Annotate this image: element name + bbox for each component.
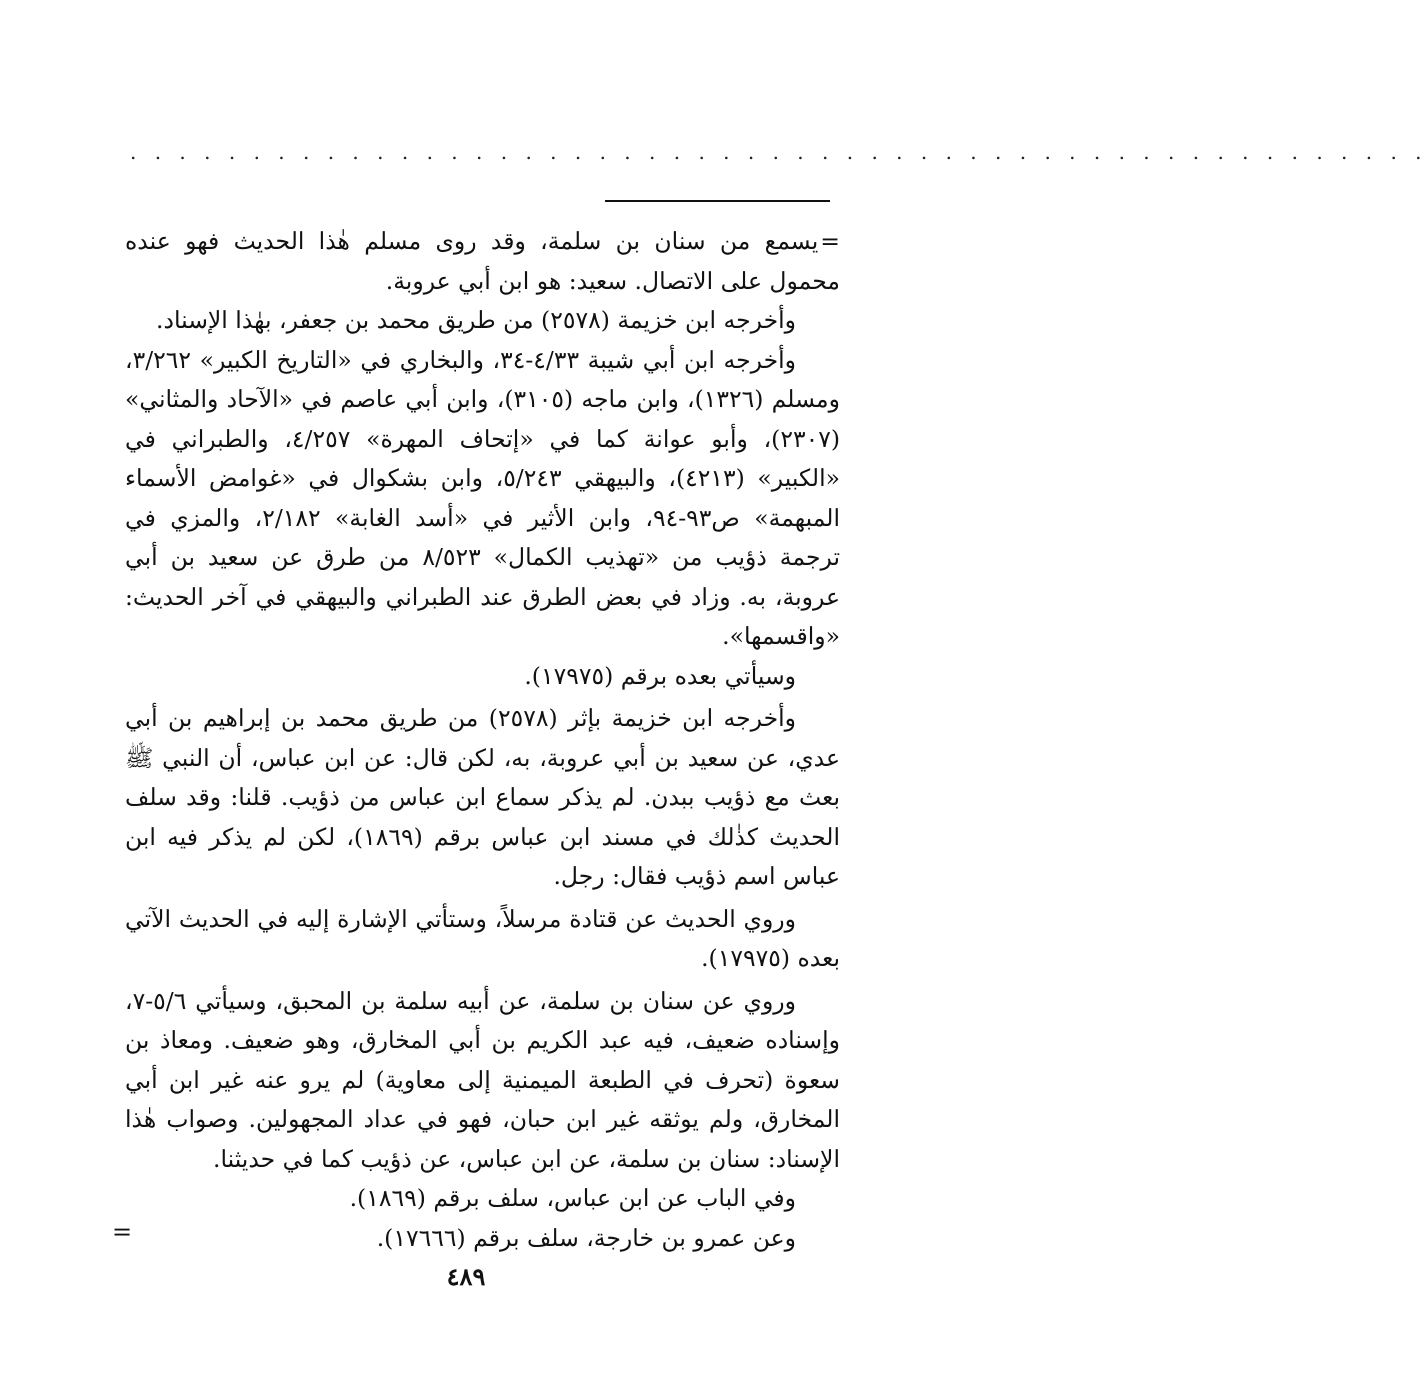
footnote-text bbox=[125, 222, 840, 1258]
footnote-paragraph: وعن عمرو بن خارجة، سلف برقم (١٧٦٦٦). bbox=[376, 1223, 796, 1252]
footnote-paragraph: وأخرجه ابن خزيمة بإثر (٢٥٧٨) من طريق محمد بن إبراهيم بن أبي عدي، عن سعيد بن أبي عروبة، به، لكن قال: عن ابن عباس، أن النبي ﷺ بعث مع ذؤيب ببدن. لم يذكر سماع ابن عباس من ذؤيب. قلنا: وقد سلف الحديث كذٰلك في مسند ابن عباس برقم (١٨٦٩)، لكن لم يذكر فيه ابن عباس اسم ذؤيب فقال: رجل. bbox=[125, 704, 840, 890]
separator-dots: . . . . . . . . . . . . . . . . . . . . . . . . . . . . . . . . . . . . . . . . . . . . . . . . . . . . . bbox=[130, 140, 1428, 164]
footnote-paragraph: وأخرجه ابن خزيمة (٢٥٧٨) من طريق محمد بن جعفر، بهٰذا الإسناد. bbox=[156, 306, 796, 334]
footnote-rule bbox=[605, 200, 830, 202]
footnote-paragraph: وأخرجه ابن أبي شيبة ٤/٣٣-٣٤، والبخاري في «التاريخ الكبير» ٣/٢٦٢، ومسلم (١٣٢٦)، وابن ماجه (٣١٠٥)، وابن أبي عاصم في «الآحاد والمثاني» (٢٣٠٧)، وأبو عوانة كما في «إتحاف المهرة» ٤/٢٥٧، والطبراني في «الكبير» (٤٢١٣)، والبيهقي ٥/٢٤٣، وابن بشكوال في «غوامض الأسماء المبهمة» ص٩٣-٩٤، وابن الأثير في «أسد الغابة» ٢/١٨٢، والمزي في ترجمة ذؤيب من «تهذيب الكمال» ٨/٥٢٣ من طرق عن سعيد بن أبي عروبة، به. وزاد في بعض الطرق عند الطبراني والبيهقي في آخر الحديث: «واقسمها». bbox=[125, 345, 840, 650]
footnote-paragraph: وروي الحديث عن قتادة مرسلاً، وستأتي الإشارة إليه في الحديث الآتي بعده (١٧٩٧٥). bbox=[125, 904, 840, 972]
footnote-paragraph: =يسمع من سنان بن سلمة، وقد روى مسلم هٰذا الحديث فهو عنده محمول على الاتصال. سعيد: هو ابن أبي عروبة. bbox=[125, 227, 840, 295]
footnote-paragraph: وسيأتي بعده برقم (١٧٩٧٥). bbox=[524, 661, 796, 690]
footnote-paragraph: وفي الباب عن ابن عباس، سلف برقم (١٨٦٩). bbox=[349, 1184, 796, 1212]
continuation-mark-out: = bbox=[112, 1218, 133, 1246]
continuation-mark-in: = bbox=[820, 227, 840, 255]
page-number: ٤٨٩ bbox=[446, 1262, 486, 1291]
footnote-paragraph: وروي عن سنان بن سلمة، عن أبيه سلمة بن المحبق، وسيأتي ٥/٦-٧، وإسناده ضعيف، فيه عبد الكريم بن أبي المخارق، وهو ضعيف. ومعاذ بن سعوة (تحرف في الطبعة الميمنية إلى معاوية) لم يرو عنه غير ابن أبي المخارق، ولم يوثقه غير ابن حبان، فهو في عداد المجهولين. وصواب هٰذا الإسناد: سنان بن سلمة، عن ابن عباس، عن ذؤيب كما في حديثنا. bbox=[125, 986, 840, 1173]
